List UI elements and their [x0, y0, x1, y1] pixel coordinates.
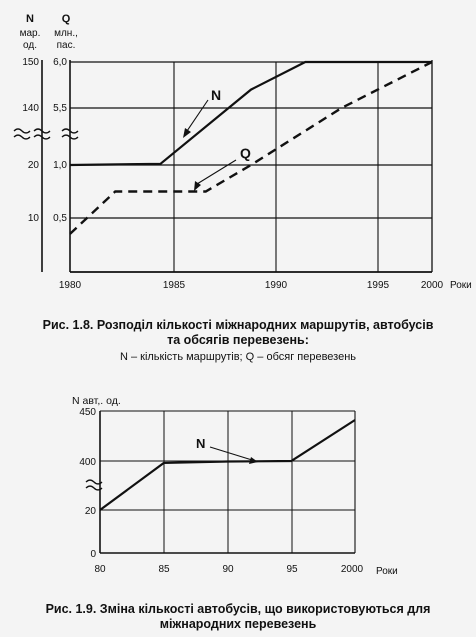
chart2-y-axis-title: N авт,. од.: [72, 395, 121, 407]
chart2-caption-line1: Рис. 1.9. Зміна кількості автобусів, що використовуються для: [45, 602, 431, 616]
chart2-x-tick-90: 90: [222, 564, 234, 575]
chart1-q-tick-6: 6,0: [53, 57, 67, 68]
chart2-y-tick-0: 0: [90, 549, 96, 560]
chart1-caption-line2: та обсягів перевезень:: [167, 333, 309, 347]
chart1-n-title-line3: од.: [23, 40, 37, 51]
chart1-q-title-line2: млн.,: [54, 28, 78, 39]
chart1-x-tick-2000: 2000: [420, 280, 444, 291]
chart1-n-tick-140: 140: [22, 103, 39, 114]
chart1-n-tick-20: 20: [27, 160, 39, 171]
chart1-x-tick-1980: 1980: [58, 280, 82, 291]
chart1-caption-line1: Рис. 1.8. Розподіл кількості міжнародних маршрутів, автобусів: [42, 318, 434, 332]
chart2-x-tick-80: 80: [94, 564, 106, 575]
chart2-y-ticks: [79, 407, 96, 560]
chart2-x-ticks: [94, 564, 397, 577]
chart1-caption-note: N – кількість маршрутів; Q – обсяг перевезень: [119, 351, 357, 363]
chart1-n-label: N: [211, 87, 222, 103]
chart2-x-unit: Роки: [376, 566, 398, 577]
chart1-n-axis-title: [20, 13, 41, 51]
chart1-x-tick-1990: 1990: [264, 280, 288, 291]
chart2-y-tick-400: 400: [79, 457, 96, 468]
chart1-q-ticks: [53, 57, 67, 224]
chart2-caption: [0, 602, 476, 632]
chart1-n-title-line1: N: [26, 13, 34, 25]
chart1-q-callout-leader: [197, 160, 236, 184]
chart1-axis-break-marks: [34, 129, 78, 139]
chart1-q-title-line1: Q: [61, 13, 71, 25]
chart1-q-tick-1: 1,0: [53, 160, 67, 171]
chart1-q-title-line3: пас.: [56, 40, 76, 51]
chart1-x-tick-1985: 1985: [162, 280, 186, 291]
chart-1: [14, 13, 472, 291]
chart1-axis-break-marks-left: [14, 129, 30, 139]
chart-2: [72, 395, 398, 577]
chart1-n-title-line2: мар.: [19, 28, 41, 39]
chart2-n-label: N: [196, 436, 206, 451]
chart1-n-ticks: [22, 57, 39, 224]
chart2-x-tick-2000: 2000: [340, 564, 364, 575]
chart1-q-axis-title: [54, 13, 78, 51]
chart1-caption: [0, 318, 476, 365]
chart2-caption-line2: міжнародних перевезень: [159, 617, 317, 631]
chart1-x-unit: Роки: [450, 280, 472, 291]
chart1-x-ticks: [59, 280, 472, 291]
chart2-y-tick-20: 20: [84, 506, 96, 517]
chart2-x-tick-95: 95: [286, 564, 298, 575]
chart2-x-tick-85: 85: [158, 564, 170, 575]
chart1-n-callout-arrow: [183, 128, 191, 138]
chart2-y-tick-450: 450: [79, 407, 96, 418]
chart1-q-tick-5-5: 5,5: [53, 103, 67, 114]
chart1-x-tick-1995: 1995: [366, 280, 390, 291]
chart1-n-tick-150: 150: [22, 57, 39, 68]
chart1-n-tick-10: 10: [27, 213, 39, 224]
chart1-q-tick-0-5: 0,5: [53, 213, 67, 224]
chart2-n-callout-leader: [210, 447, 252, 460]
chart1-q-label: Q: [240, 145, 251, 161]
